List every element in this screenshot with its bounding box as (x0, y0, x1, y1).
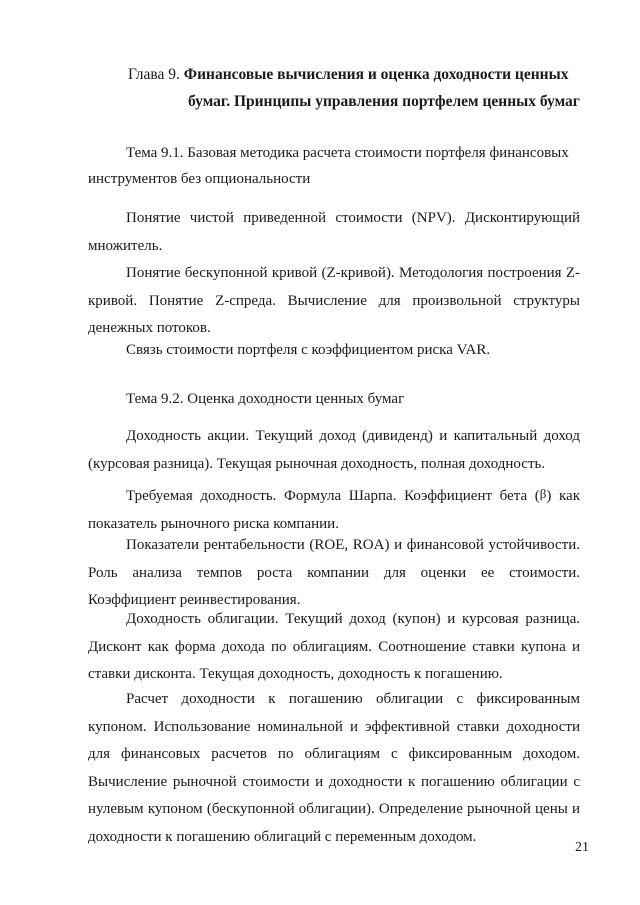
topic-9-1-heading: Тема 9.1. Базовая методика расчета стоимости портфеля финансовых инструментов без опциональности (88, 145, 569, 187)
page-number: 21 (575, 840, 589, 855)
topic-9-1-paragraph: Понятие бескупонной кривой (Z-кривой). Методология построения Z-кривой. Понятие Z-спреда. Вычисление для произвольной структуры денежных потоков. (88, 265, 580, 336)
chapter-title-text-1: Финансовые вычисления и оценка доходности ценных (183, 66, 569, 83)
sharpe-text-before: Требуемая доходность. Формула Шарпа. Коэффициент бета ( (126, 488, 540, 504)
sharpe-paragraph (88, 480, 580, 538)
topic-9-2-paragraph: Доходность облигации. Текущий доход (купон) и курсовая разница. Дисконт как форма дохода по облигациям. Соотношение ставки купона и ставки дисконта. Текущая доходность, доходность к погашению. (88, 611, 580, 682)
topic-9-2-paragraph: Показатели рентабельности (ROE, ROA) и финансовой устойчивости. Роль анализа темпов роста компании для оценки ее стоимости. Коэффициент реинвестирования. (88, 537, 580, 608)
topic-9-1-paragraph: Связь стоимости портфеля с коэффициентом риска VAR. (126, 342, 491, 358)
topic-9-2-paragraph: Расчет доходности к погашению облигации с фиксированным купоном. Использование номинальной и эффективной ставки доходности для финансовых расчетов по облигациям с фиксированным доходом. Вычисление рыночной стоимости и доходности к погашению облигации с нулевым купоном (бескупонной облигации). Определение рыночной цены и доходности к погашению облигаций с переменным доходом. (88, 691, 580, 845)
chapter-title-line1 (128, 60, 568, 89)
topic-9-1-paragraph: Понятие чистой приведенной стоимости (NPV). Дисконтирующий множитель. (88, 210, 580, 254)
topic-9-2-paragraph: Доходность акции. Текущий доход (дивиденд) и капитальный доход (курсовая разница). Текущая рыночная доходность, полная доходность. (88, 428, 580, 472)
chapter-title-text-2: бумаг. Принципы управления портфелем ценных бумаг (188, 93, 580, 110)
beta-symbol: β (539, 486, 547, 501)
topic-9-2-heading: Тема 9.2. Оценка доходности ценных бумаг (126, 391, 405, 407)
sharpe-text-after: ) как показатель рыночного риска компании. (88, 488, 580, 532)
chapter-title-line2 (188, 87, 580, 116)
chapter-prefix: Глава 9. (128, 66, 184, 83)
